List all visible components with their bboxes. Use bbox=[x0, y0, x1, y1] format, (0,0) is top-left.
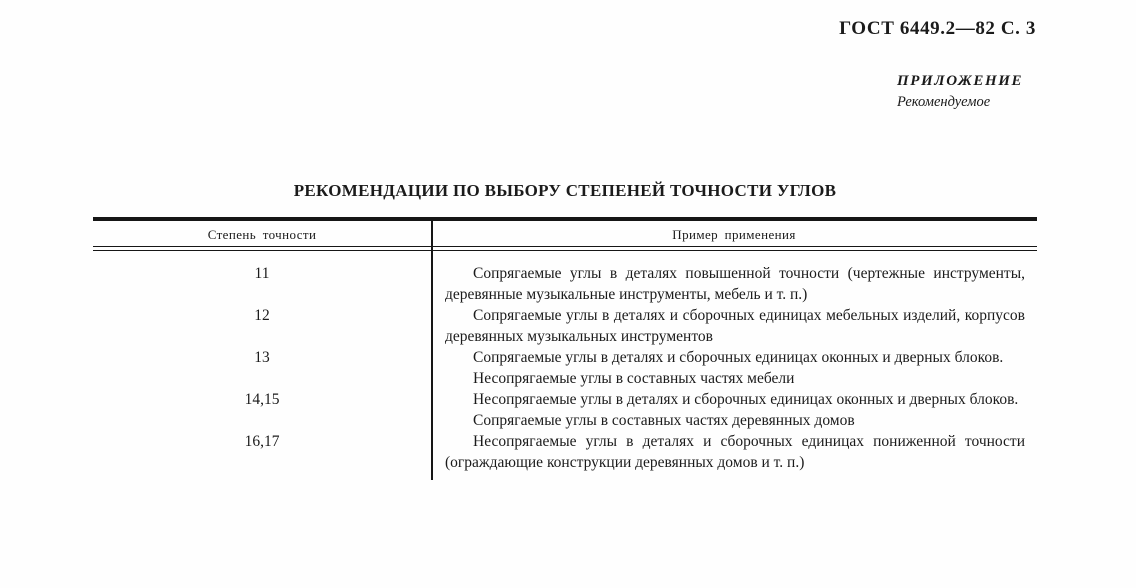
annex-block bbox=[897, 72, 1023, 111]
column-header-degree: Степень точности bbox=[207, 226, 317, 242]
recommendations-table bbox=[93, 217, 1037, 480]
example-paragraph: Несопрягаемые углы в деталях и сборочных единицах пониженной точности (ограждающие конструкции деревянных домов и т. п.) bbox=[445, 432, 1025, 471]
degree-cell: 16,17 bbox=[244, 432, 280, 450]
example-paragraph: Несопрягаемые углы в составных частях мебели bbox=[473, 369, 795, 387]
column-divider bbox=[431, 217, 433, 480]
page-title: РЕКОМЕНДАЦИИ ПО ВЫБОРУ СТЕПЕНЕЙ ТОЧНОСТИ УГЛОВ bbox=[293, 181, 837, 200]
table-body bbox=[93, 251, 1037, 480]
table-row bbox=[93, 305, 1037, 347]
column-header-example: Пример применения bbox=[672, 226, 796, 242]
table-row bbox=[93, 389, 1037, 431]
example-paragraph: Несопрягаемые углы в деталях и сборочных единицах оконных и дверных блоков. bbox=[473, 390, 1019, 408]
table-header-row bbox=[93, 221, 1037, 246]
annex-label: ПРИЛОЖЕНИЕ bbox=[897, 73, 1024, 89]
example-paragraph: Сопрягаемые углы в деталях повышенной точности (чертежные инструменты, деревянные музыкальные инструменты, мебель и т. п.) bbox=[445, 264, 1025, 303]
degree-cell: 12 bbox=[254, 306, 270, 324]
table-row bbox=[93, 431, 1037, 473]
annex-type: Рекомендуемое bbox=[897, 93, 991, 110]
degree-cell: 11 bbox=[254, 264, 270, 282]
examples-cell bbox=[431, 389, 1037, 431]
example-paragraph: Сопрягаемые углы в деталях и сборочных единицах мебельных изделий, корпусов деревянных музыкальных инструментов bbox=[445, 306, 1025, 345]
table-row bbox=[93, 347, 1037, 389]
document-reference: ГОСТ 6449.2—82 С. 3 bbox=[839, 18, 1036, 39]
examples-cell bbox=[431, 263, 1037, 305]
examples-cell bbox=[431, 305, 1037, 347]
table-row bbox=[93, 263, 1037, 305]
examples-cell bbox=[431, 431, 1037, 473]
example-paragraph: Сопрягаемые углы в составных частях деревянных домов bbox=[473, 411, 855, 429]
examples-cell bbox=[431, 347, 1037, 389]
example-paragraph: Сопрягаемые углы в деталях и сборочных единицах оконных и дверных блоков. bbox=[473, 348, 1004, 366]
degree-cell: 14,15 bbox=[244, 390, 280, 408]
degree-cell: 13 bbox=[254, 348, 270, 366]
